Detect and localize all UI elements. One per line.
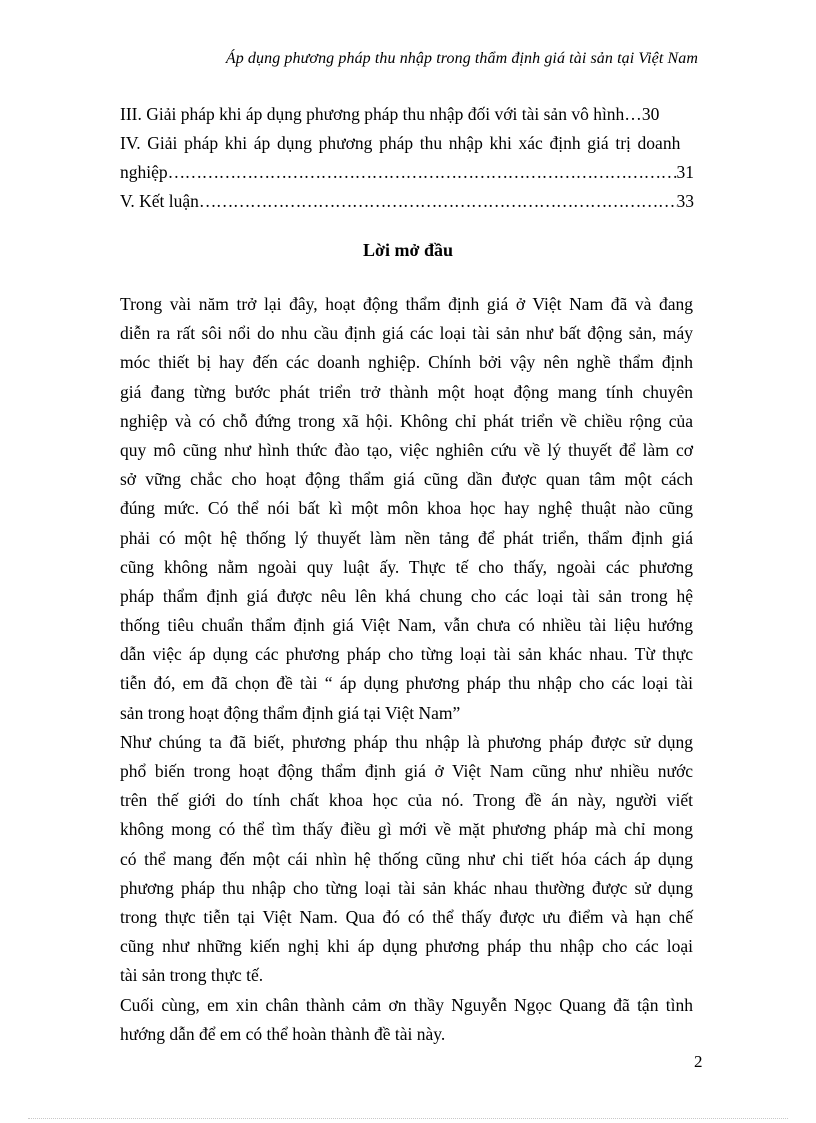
toc-entry-label: III. Giải pháp khi áp dụng phương pháp thu nhập đối với tài sản vô hình… bbox=[120, 104, 642, 124]
body-line: cũng như những kiến nghị khi áp dụng phương pháp thu nhập cho các loại bbox=[120, 936, 693, 957]
body-line: dẫn việc áp dụng các phương pháp cho từng loại tài sản khác nhau. Từ thực bbox=[120, 644, 693, 665]
body-line: trong thực tiễn tại Việt Nam. Qua đó có thể thấy được ưu điểm và hạn chế bbox=[120, 906, 693, 927]
toc-entry-iv[interactable] bbox=[120, 129, 694, 158]
body-line: thống tiêu chuẩn thẩm định giá Việt Nam, vẫn chưa có nhiều tài liệu hướng bbox=[120, 615, 693, 636]
toc-entry-page: 30 bbox=[641, 104, 660, 124]
body-line: đúng mức. Có thể nói bất kì một môn khoa học hay nghệ thuật nào cũng bbox=[120, 498, 693, 519]
toc-leader-dots bbox=[199, 187, 677, 216]
toc-leader-dots bbox=[168, 158, 677, 187]
body-line: quy mô cũng như hình thức đào tạo, việc nghiên cứu về lý thuyết để làm cơ bbox=[120, 439, 693, 460]
toc-entry-label: IV. Giải pháp khi áp dụng phương pháp thu nhập khi xác định giá trị doanh bbox=[120, 133, 681, 153]
table-of-contents bbox=[120, 100, 694, 216]
body-line: phải có một hệ thống lý thuyết làm nền tảng để phát triển, thẩm định giá bbox=[120, 527, 693, 548]
body-line: nghiệp và có chỗ đứng trong xã hội. Không chỉ phát triển về chiều rộng của bbox=[120, 410, 693, 431]
page-number: 2 bbox=[694, 1052, 703, 1071]
body-line: móc thiết bị hay đến các doanh nghiệp. Chính bởi vậy nên nghề thẩm định bbox=[120, 352, 693, 373]
introduction-body bbox=[120, 290, 693, 1049]
body-line: cũng không nằm ngoài quy luật ấy. Thực tế cho thấy, ngoài các phương bbox=[120, 556, 693, 577]
body-line: Cuối cùng, em xin chân thành cảm ơn thầy Nguyễn Ngọc Quang đã tận tình bbox=[120, 994, 693, 1015]
section-title: Lời mở đầu bbox=[363, 240, 453, 260]
body-line: pháp thẩm định giá được nêu lên khá chung cho các loại tài sản trong hệ bbox=[120, 585, 693, 606]
body-line: trên thế giới do tính chất khoa học của nó. Trong đề án này, người viết bbox=[120, 790, 693, 811]
page-bottom-dotted-rule bbox=[28, 1118, 788, 1119]
toc-entry-page: 33 bbox=[676, 191, 694, 211]
body-line: có thể mang đến một cái nhìn hệ thống cũng như chi tiết hóa cách áp dụng bbox=[120, 848, 693, 869]
body-line: tài sản trong thực tế. bbox=[120, 965, 264, 986]
body-line: diễn ra rất sôi nổi do nhu cầu định giá các loại tài sản như bất động sản, máy bbox=[120, 323, 693, 344]
body-line: không mong có thể tìm thấy điều gì mới về mặt phương pháp mà chỉ mong bbox=[120, 819, 693, 840]
toc-entry-v[interactable] bbox=[120, 187, 694, 216]
body-line: Trong vài năm trở lại đây, hoạt động thẩm định giá ở Việt Nam đã và đang bbox=[120, 294, 693, 314]
body-line: Như chúng ta đã biết, phương pháp thu nhập là phương pháp được sử dụng bbox=[120, 731, 693, 752]
toc-entry-iii[interactable] bbox=[120, 100, 694, 129]
toc-entry-label: nghiệp bbox=[120, 162, 168, 182]
body-line: phổ biến trong hoạt động thẩm định giá ở Việt Nam cũng như nhiều nước bbox=[120, 761, 693, 781]
running-header: Áp dụng phương pháp thu nhập trong thẩm định giá tài sản tại Việt Nam bbox=[225, 50, 698, 67]
toc-entry-page: 31 bbox=[676, 162, 694, 182]
body-line: giá đang từng bước phát triển trở thành một hoạt động mang tính chuyên bbox=[120, 381, 693, 402]
body-line: tiễn đó, em đã chọn đề tài “ áp dụng phương pháp thu nhập cho các loại tài bbox=[120, 673, 693, 694]
toc-entry-iv-continued[interactable] bbox=[120, 158, 694, 187]
body-line: sản trong hoạt động thẩm định giá tại Việt Nam” bbox=[120, 702, 461, 723]
body-line: sở vững chắc cho hoạt động thẩm giá cũng dần được quan tâm một cách bbox=[120, 469, 693, 490]
toc-entry-label: V. Kết luận bbox=[120, 191, 199, 211]
body-line: hướng dẫn để em có thể hoàn thành đề tài này. bbox=[120, 1023, 446, 1044]
body-line: phương pháp thu nhập cho từng loại tài sản khác nhau thường được sử dụng bbox=[120, 877, 693, 898]
